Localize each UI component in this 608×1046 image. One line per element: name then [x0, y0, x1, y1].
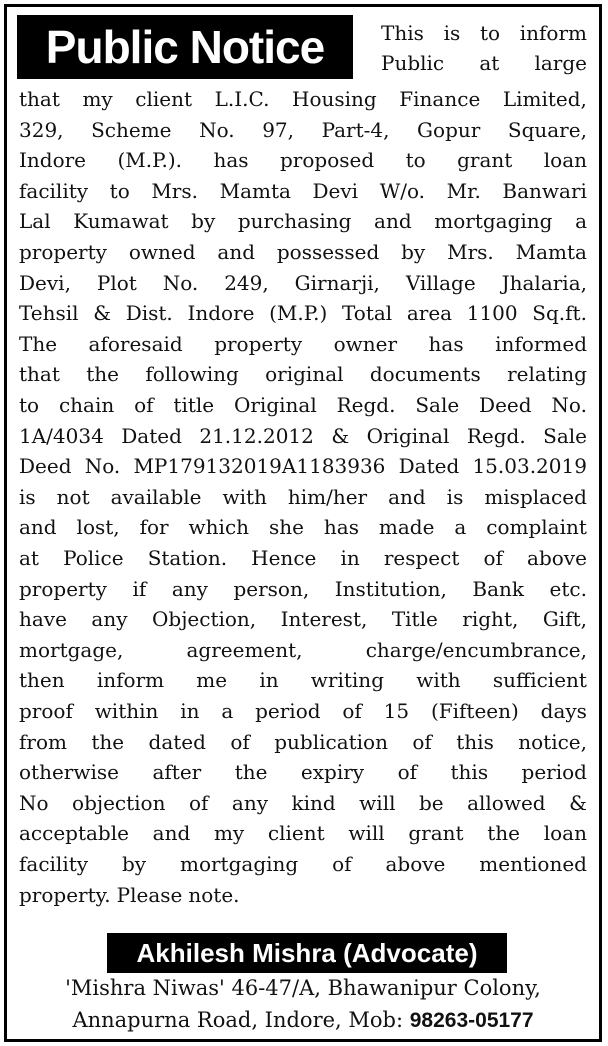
notice-body-line: 1A/4034 Dated 21.12.2012 & Original Regd. Sale [19, 423, 587, 448]
notice-body-line: property if any person, Institution, Bank etc. [19, 576, 587, 601]
public-notice [4, 4, 602, 1042]
intro-line-2: Public at large [381, 51, 587, 75]
notice-body-line: proof within in a period of 15 (Fifteen) days [19, 699, 587, 723]
notice-body-line: Tehsil & Dist. Indore (M.P.) Total area 1100 Sq.ft. [19, 301, 587, 326]
notice-body-line: Devi, Plot No. 249, Girnarji, Village Jhalaria, [19, 270, 587, 295]
notice-body-line: from the dated of publication of this notice, [19, 729, 587, 754]
advocate-name: Akhilesh Mishra (Advocate) [107, 933, 507, 973]
notice-body-line: 329, Scheme No. 97, Part-4, Gopur Square, [19, 117, 587, 142]
notice-body-line: and lost, for which she has made a complaint [19, 515, 587, 540]
advocate-address-line-1: 'Mishra Niwas' 46-47/A, Bhawanipur Colony, [65, 976, 541, 1000]
notice-body-line: facility to Mrs. Mamta Devi W/o. Mr. Banwari [19, 178, 587, 203]
notice-body-line: is not available with him/her and is misplaced [19, 484, 587, 509]
notice-body-line: otherwise after the expiry of this period [19, 760, 587, 785]
notice-body-line: that the following original documents relating [19, 362, 587, 387]
notice-body-line: to chain of title Original Regd. Sale Deed No. [19, 393, 587, 417]
notice-body-line: facility by mortgaging of above mentioned [19, 852, 587, 876]
intro-line-1: This is to inform [381, 21, 587, 45]
notice-body-line: then inform me in writing with sufficient [19, 668, 587, 693]
notice-body-line: at Police Station. Hence in respect of above [19, 546, 587, 570]
notice-body-line: Deed No. MP179132019A1183936 Dated 15.03.2019 [19, 454, 587, 479]
notice-body-line: Indore (M.P.). has proposed to grant loan [19, 148, 587, 173]
notice-body-line: that my client L.I.C. Housing Finance Limited, [19, 87, 587, 111]
notice-body-line: mortgage, agreement, charge/encumbrance, [19, 637, 587, 662]
mobile-number: 98263-05177 [409, 1009, 534, 1032]
notice-body [7, 7, 599, 1039]
notice-title: Public Notice [17, 15, 353, 79]
notice-body-line: property. Please note. [19, 882, 240, 907]
notice-body-line: acceptable and my client will grant the loan [19, 821, 587, 846]
notice-body-line: have any Objection, Interest, Title right, Gift, [19, 607, 587, 632]
notice-body-line: property owned and possessed by Mrs. Mamta [19, 240, 587, 264]
address-prefix: Annapurna Road, Indore, Mob: [72, 1008, 404, 1032]
notice-body-line: The aforesaid property owner has informed [19, 331, 587, 356]
advocate-address-line-2 [19, 1005, 587, 1035]
notice-body-line: No objection of any kind will be allowed & [19, 790, 587, 815]
notice-body-line: Lal Kumawat by purchasing and mortgaging a [19, 209, 587, 234]
